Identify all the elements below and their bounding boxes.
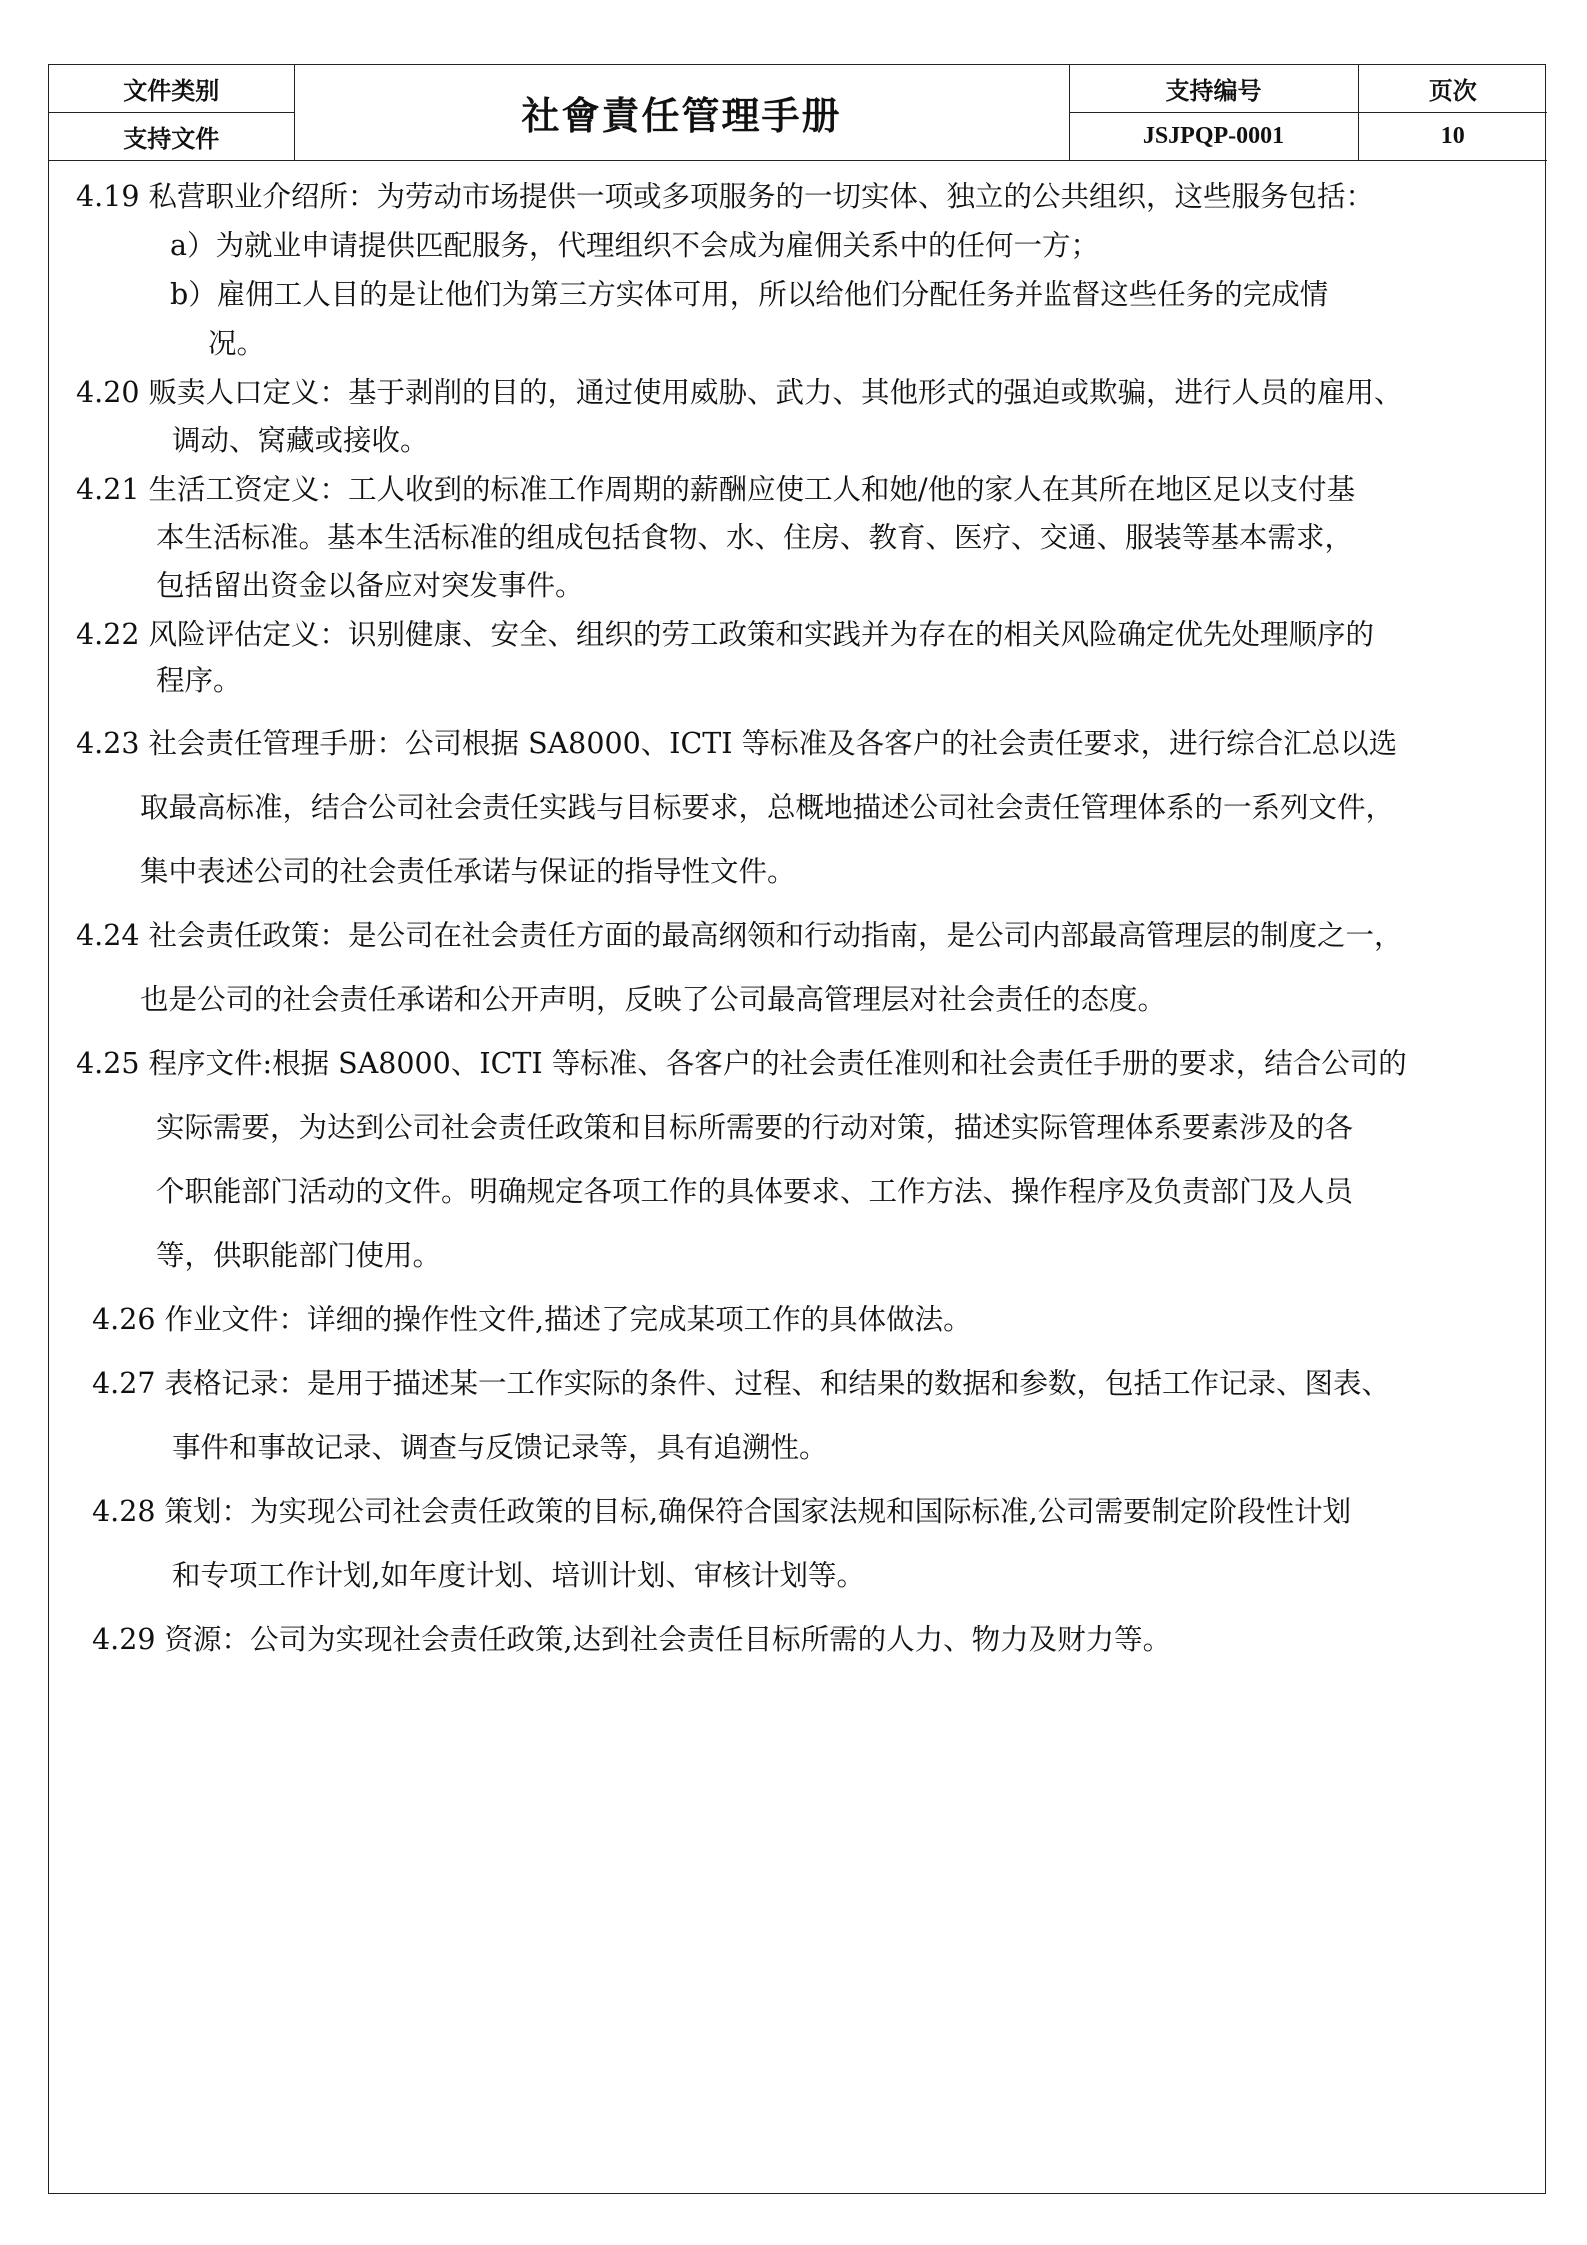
code-label: 支持编号: [1069, 65, 1358, 113]
page-value: 10: [1358, 113, 1547, 161]
text-line: 实际需要，为达到公司社会责任政策和目标所需要的行动对策，描述实际管理体系要素涉及的各: [156, 1111, 1354, 1144]
text-line: 调动、窝藏或接收。: [172, 424, 429, 457]
text-line: 4.19 私营职业介绍所：为劳动市场提供一项或多项服务的一切实体、独立的公共组织，这些服务包括：: [76, 180, 1375, 213]
text-line: 个职能部门活动的文件。明确规定各项工作的具体要求、工作方法、操作程序及负责部门及人员: [156, 1175, 1354, 1208]
text-line: 等，供职能部门使用。: [156, 1239, 442, 1272]
page-label: 页次: [1358, 65, 1547, 113]
text-line: 4.21 生活工资定义：工人收到的标准工作周期的薪酬应使工人和她/他的家人在其所在地区足以支付基: [76, 473, 1356, 506]
text-line: 4.22 风险评估定义：识别健康、安全、组织的劳工政策和实践并为存在的相关风险确定优先处理顺序的: [76, 618, 1375, 651]
text-line: 4.24 社会责任政策：是公司在社会责任方面的最高纲领和行动指南，是公司内部最高管理层的制度之一，: [76, 919, 1403, 952]
text-line: b）雇佣工人目的是让他们为第三方实体可用，所以给他们分配任务并监督这些任务的完成情: [170, 278, 1329, 311]
header-table: [49, 65, 1547, 161]
text-line: 本生活标准。基本生活标准的组成包括食物、水、住房、教育、医疗、交通、服装等基本需求，: [156, 521, 1354, 554]
category-value: 支持文件: [49, 113, 294, 161]
text-line: 4.25 程序文件:根据 SA8000、ICTI 等标准、各客户的社会责任准则和社会责任手册的要求，结合公司的: [76, 1047, 1407, 1080]
text-line: 程序。: [156, 664, 242, 697]
text-line: 4.29 资源：公司为实现社会责任政策,达到社会责任目标所需的人力、物力及财力等。: [92, 1623, 1172, 1656]
text-line: 4.23 社会责任管理手册：公司根据 SA8000、ICTI 等标准及各客户的社会责任要求，进行综合汇总以选: [76, 727, 1398, 760]
text-line: 4.26 作业文件：详细的操作性文件,描述了完成某项工作的具体做法。: [92, 1303, 972, 1336]
text-line: 集中表述公司的社会责任承诺与保证的指导性文件。: [140, 855, 796, 888]
text-line: 况。: [208, 327, 266, 360]
text-line: a）为就业申请提供匹配服务，代理组织不会成为雇佣关系中的任何一方；: [170, 229, 1099, 262]
text-line: 4.20 贩卖人口定义：基于剥削的目的，通过使用威胁、武力、其他形式的强迫或欺骗，进行人员的雇用、: [76, 376, 1403, 409]
text-line: 取最高标准，结合公司社会责任实践与目标要求，总概地描述公司社会责任管理体系的一系列文件，: [140, 791, 1395, 824]
document-title: 社會責任管理手册: [294, 65, 1069, 161]
text-line: 4.27 表格记录：是用于描述某一工作实际的条件、过程、和结果的数据和参数，包括工作记录、图表、: [92, 1367, 1391, 1400]
text-line: 事件和事故记录、调查与反馈记录等，具有追溯性。: [172, 1431, 828, 1464]
text-line: 包括留出资金以备应对突发事件。: [156, 569, 584, 602]
code-value: JSJPQP-0001: [1069, 113, 1358, 161]
text-line: 4.28 策划：为实现公司社会责任政策的目标,确保符合国家法规和国际标准,公司需要制定阶段性计划: [92, 1495, 1352, 1528]
category-label: 文件类别: [49, 65, 294, 113]
text-line: 和专项工作计划,如年度计划、培训计划、审核计划等。: [172, 1559, 866, 1592]
text-line: 也是公司的社会责任承诺和公开声明，反映了公司最高管理层对社会责任的态度。: [140, 983, 1167, 1016]
